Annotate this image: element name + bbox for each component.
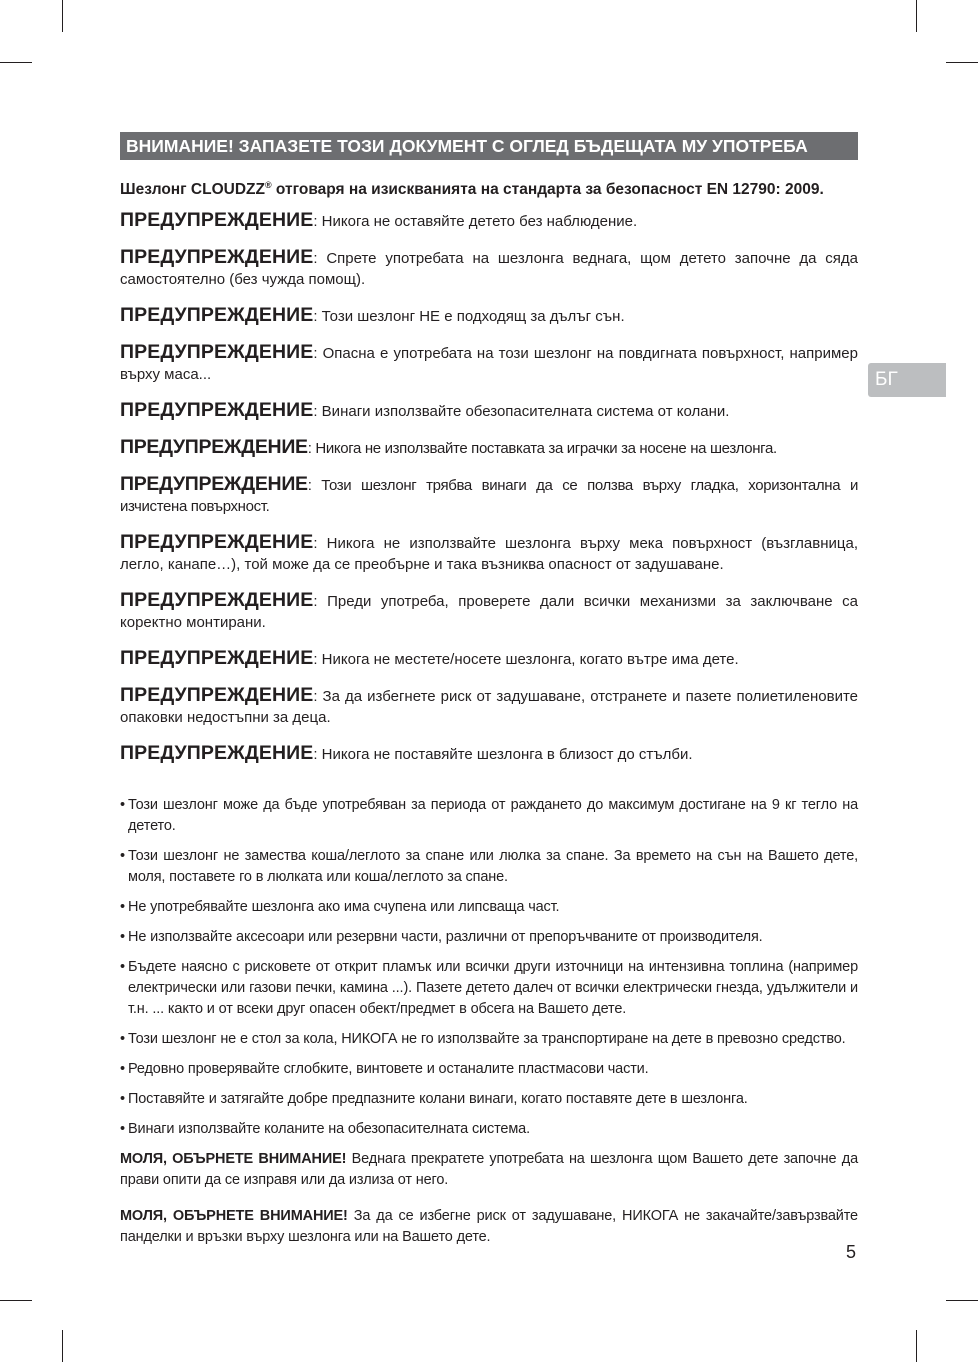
- warning-text: : Никога не използвайте шезлонга върху мека повърхност (възглавница, легло, канапе…), той може да се преобърне и така възниква опасност от задушаване.: [120, 535, 858, 573]
- warning-text: : Винаги използвайте обезопасителната система от колани.: [313, 403, 730, 420]
- bullet-icon: •: [120, 1061, 125, 1077]
- list-item: [120, 957, 858, 1020]
- note-keyword: МОЛЯ, ОБЪРНЕТЕ ВНИМАНИЕ!: [120, 1207, 348, 1224]
- list-item: [120, 897, 858, 918]
- warning-text: : Никога не поставяйте шезлонга в близост до стълби.: [313, 746, 693, 763]
- warning-text: : Опасна е употребата на този шезлонг на повдигната повърхност, например върху маса...: [120, 345, 858, 383]
- warning-item: [120, 648, 858, 670]
- bullet-icon: •: [120, 1091, 125, 1107]
- warning-item: [120, 247, 858, 290]
- warning-item: [120, 437, 858, 459]
- warning-text: : Никога не оставяйте детето без наблюдение.: [313, 213, 638, 230]
- crop-mark: [916, 0, 917, 32]
- list-item-text: Този шезлонг не замества коша/леглото за спане или люлка за спане. За времето на сън на Вашето дете, моля, поставете го в люлката или коша/леглото за спане.: [128, 848, 858, 885]
- warning-item: [120, 532, 858, 575]
- warning-text: : За да избегнете риск от задушаване, отстранете и пазете полиетиленовите опаковки недостъпни за деца.: [120, 688, 858, 726]
- warning-item: [120, 400, 858, 422]
- note-text: За да се избегне риск от задушаване, НИКОГА не закачайте/завързвайте панделки и връзки върху шезлонга или на Вашето дете.: [120, 1207, 858, 1245]
- warning-keyword: ПРЕДУПРЕЖДЕНИЕ: [120, 473, 308, 495]
- warning-item: [120, 590, 858, 633]
- bullet-icon: •: [120, 959, 125, 975]
- page-content: [120, 132, 858, 1262]
- warning-text: : Този шезлонг НЕ е подходящ за дълъг сън.: [313, 308, 625, 325]
- note-text: Веднага прекратете употребата на шезлонга щом Вашето дете започне да прави опити да се изправя или да излиза от него.: [120, 1151, 858, 1188]
- list-item-text: Този шезлонг може да бъде употребяван за периода от раждането до максимум достигане на 9 кг тегло на детето.: [128, 797, 858, 834]
- list-item: [120, 927, 858, 948]
- crop-mark: [946, 1300, 978, 1301]
- safety-bullet-list: [120, 795, 858, 1140]
- list-item-text: Не употребявайте шезлонга ако има счупена или липсваща част.: [128, 899, 560, 915]
- warning-keyword: ПРЕДУПРЕЖДЕНИЕ: [120, 684, 314, 706]
- bullet-icon: •: [120, 797, 125, 813]
- list-item-text: Поставяйте и затягайте добре предпазните колани винаги, когато поставяте дете в шезлонга.: [128, 1091, 748, 1107]
- document-banner: ВНИМАНИЕ! ЗАПАЗЕТЕ ТОЗИ ДОКУМЕНТ С ОГЛЕД БЪДЕЩАТА МУ УПОТРЕБА: [120, 132, 858, 160]
- language-tab: БГ: [868, 363, 946, 397]
- bullet-icon: •: [120, 1031, 125, 1047]
- warning-item: [120, 685, 858, 728]
- warning-keyword: ПРЕДУПРЕЖДЕНИЕ: [120, 341, 314, 363]
- warning-text: : Никога не използвайте поставката за играчки за носене на шезлонга.: [307, 440, 777, 457]
- warning-keyword: ПРЕДУПРЕЖДЕНИЕ: [120, 742, 314, 764]
- note-keyword: МОЛЯ, ОБЪРНЕТЕ ВНИМАНИЕ!: [120, 1151, 347, 1167]
- standard-statement: [120, 180, 858, 200]
- bullet-icon: •: [120, 929, 125, 945]
- warnings-list: [120, 210, 858, 765]
- registered-mark: ®: [264, 179, 272, 190]
- warning-keyword: ПРЕДУПРЕЖДЕНИЕ: [120, 246, 314, 268]
- list-item-text: Този шезлонг не е стол за кола, НИКОГА не го използвайте за транспортиране на дете в превозно средство.: [128, 1031, 846, 1047]
- bullet-icon: •: [120, 899, 125, 915]
- crop-mark: [62, 0, 63, 32]
- warning-keyword: ПРЕДУПРЕЖДЕНИЕ: [120, 647, 314, 669]
- crop-mark: [62, 1330, 63, 1362]
- list-item: [120, 1029, 858, 1050]
- bullet-icon: •: [120, 848, 125, 864]
- list-item-text: Бъдете наясно с рисковете от открит пламък или всички други източници на интензивна топлина (например електрически или газови печки, камина ...). Пазете детето далеч от всички електрически гнезда, удължители и т.н. ... както и от всеки друг опасен обект/предмет в обсега на Вашето дете.: [128, 959, 858, 1017]
- warning-text: : Никога не местете/носете шезлонга, когато вътре има дете.: [313, 651, 739, 668]
- bullet-icon: •: [120, 1121, 125, 1137]
- page-number: 5: [846, 1242, 857, 1262]
- list-item: [120, 1089, 858, 1110]
- crop-mark: [0, 1300, 32, 1301]
- list-item: [120, 846, 858, 888]
- list-item-text: Винаги използвайте коланите на обезопасителната система.: [128, 1121, 530, 1137]
- warning-item: [120, 210, 858, 232]
- crop-mark: [0, 62, 32, 63]
- standard-suffix: отговаря на изискванията на стандарта за безопасност EN 12790: 2009.: [271, 181, 824, 198]
- attention-note: [120, 1206, 858, 1248]
- warning-keyword: ПРЕДУПРЕЖДЕНИЕ: [120, 436, 308, 458]
- warning-keyword: ПРЕДУПРЕЖДЕНИЕ: [120, 304, 314, 326]
- warning-text: : Преди употреба, проверете дали всички механизми за заключване са коректно монтирани.: [120, 593, 858, 631]
- crop-mark: [946, 62, 978, 63]
- warning-keyword: ПРЕДУПРЕЖДЕНИЕ: [120, 589, 314, 611]
- list-item-text: Не използвайте аксесоари или резервни части, различни от препоръчваните от производителя.: [128, 929, 763, 945]
- warning-text: : Спрете употребата на шезлонга веднага, щом детето започне да сяда самостоятелно (без чужда помощ).: [120, 250, 858, 288]
- list-item: [120, 795, 858, 837]
- crop-mark: [916, 1330, 917, 1362]
- warning-item: [120, 474, 858, 517]
- warning-item: [120, 305, 858, 327]
- warning-keyword: ПРЕДУПРЕЖДЕНИЕ: [120, 399, 314, 421]
- attention-note: [120, 1149, 858, 1191]
- standard-prefix: Шезлонг CLOUDZZ: [120, 181, 265, 198]
- list-item-text: Редовно проверявайте сглобките, винтовете и останалите пластмасови части.: [128, 1061, 649, 1077]
- warning-text: : Този шезлонг трябва винаги да се ползва върху гладка, хоризонтална и изчистена повърхност.: [120, 477, 858, 515]
- warning-item: [120, 342, 858, 385]
- list-item: [120, 1119, 858, 1140]
- warning-keyword: ПРЕДУПРЕЖДЕНИЕ: [120, 209, 314, 231]
- warning-keyword: ПРЕДУПРЕЖДЕНИЕ: [120, 531, 314, 553]
- list-item: [120, 1059, 858, 1080]
- warning-item: [120, 743, 858, 765]
